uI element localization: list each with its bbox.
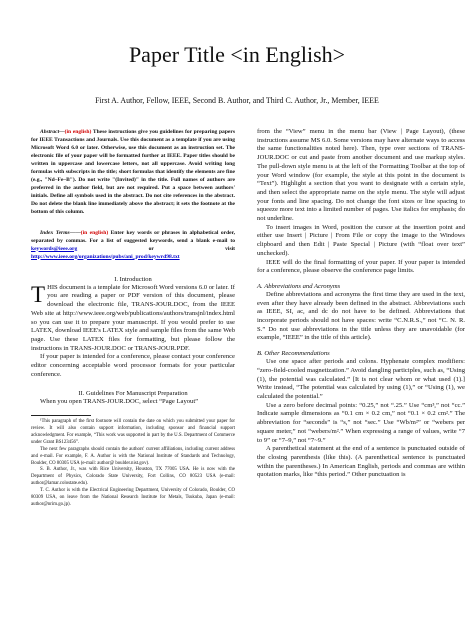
footnote-rule — [31, 415, 91, 416]
author-line: First A. Author, Fellow, IEEE, Second B. Author, and Third C. Author, Jr., Member, IEEE — [95, 96, 379, 105]
index-terms-text: Enter key words or phrases in alphabetical order, separated by commas. For a list of suggested keywords, send a blank e-mail to — [31, 229, 235, 244]
footnote-3: S. B. Author, Jr., was with Rice University, Houston, TX 77005 USA. He is now with the Department of Physics, Colorado State University, Fort Collins, CO 80523 USA (e-mail: author@lamar.colostate.edu). — [31, 467, 235, 487]
introduction-paragraph-2: If your paper is intended for a conference, please contact your conference editor concerning acceptable word processor formats for your particular conference. — [31, 353, 235, 378]
abstract — [31, 128, 235, 217]
guidelines-paragraph-1: When you open TRANS-JOUR.DOC, select “Page Layout” — [40, 398, 199, 406]
section-guidelines-heading: II. Guidelines For Manuscript Preparation — [78, 390, 188, 398]
abstract-label: Abstract — [40, 129, 60, 135]
final-formatting-paragraph: IEEE will do the final formatting of your paper. If your paper is intended for a conference, please observe the conference page limits. — [257, 258, 465, 275]
introduction-paragraph-1 — [31, 281, 235, 354]
recommendations-paragraph-2: Use a zero before decimal points: “0.25,” not “.25.” Use “cm³,” not “cc.” Indicate sample dimensions as “0.1 cm × 0.2 cm,” not “0.1 × 0.2 cm².” The abbreviation for “seconds” is “s,” not “sec.” Use “Wb/m²” or “webers per square meter,” not “webers/m².” When expressing a range of values, write “7 to 9” or “7–9,” not “7~9.” — [257, 401, 465, 444]
footnote-4: T. C. Author is with the Electrical Engineering Department, University of Colorado, Boulder, CO 80309 USA, on leave from the National Research Institute for Metals, Tsukuba, Japan (e-mail: author@nrim.go.jp). — [31, 488, 235, 508]
recommendations-paragraph-1: Use one space after periods and colons. Hyphenate complex modifiers: “zero-field-cooled magnetization.” Avoid dangling participles, such as, “Using (1), the potential was calculated.” [It is not clear whom or what used (1).] Write instead, “The potential was calculated by using (1),” or “Using (1), we calculated the potential.” — [257, 358, 465, 400]
footnote-1: ¹This paragraph of the first footnote will contain the date on which you submitted your paper for review. It will also contain support information, including sponsor and financial support acknowledgment. For example, “This work was supported in part by the U.S. Department of Commerce under Grant BS123456”. — [31, 419, 235, 445]
guidelines-paragraph-continued: from the “View” menu in the menu bar (View | Page Layout), (these instructions assume MS 6.0. Some versions may have alternate ways to access the same functionalities noted here). Then, type over sections of TRANS-JOUR.DOC or cut and paste from another document and use markup styles. The pull-down style menu is at the left of the Formatting Toolbar at the top of your Word window (for example, the style at this point in the document is “Text”). Highlight a section that you want to designate with a certain style, and then select the appropriate name on the style menu. The style will adjust your fonts and line spacing. Do not change the font sizes or line spacing to squeeze more text into a limited number of pages. Use italics for emphasis; do not underline. — [257, 128, 465, 223]
abbreviations-paragraph: Define abbreviations and acronyms the first time they are used in the text, even after they have already been defined in the abstract. Abbreviations such as IEEE, SI, ac, and dc do not have to be defined. Abbreviations that incorporate periods should not have spaces: write “C.N.R.S.,” not “C. N. R. S.” Do not use abbreviations in the title unless they are unavoidable (for example, “IEEE” in the title of this article). — [257, 290, 465, 342]
introduction-text-1: HIS document is a template for Microsoft Word versions 6.0 or later. If you are reading a paper or PDF version of this document, please download the electronic file, TRANS-JOUR.DOC, from the IEEE Web site at http://www.ieee.org/web/publications/authors/transjnl/index.html so you can use it to prepare your manuscript. If you would prefer to use LATEX, download IEEE's LATEX style and sample files from the same Web page. Use these LATEX files for formatting, but please follow the instructions in TRANS-JOUR.DOC or TRANS-JOUR.PDF. — [31, 283, 235, 352]
left-column — [31, 128, 235, 509]
index-terms-or: or visit — [77, 245, 235, 252]
section-introduction-heading: I. Introduction — [114, 275, 152, 283]
index-terms-label: Index Terms — [40, 229, 70, 236]
index-terms-separator: —— — [69, 229, 81, 236]
index-terms-language-note: (in english) — [80, 229, 109, 236]
insert-images-paragraph: To insert images in Word, position the cursor at the insertion point and either use Insert | Picture | From File or copy the image to the Windows clipboard and then Edit | Paste Special | Picture (with “float over text” unchecked). — [257, 223, 465, 257]
recommendations-paragraph-3: A parenthetical statement at the end of a sentence is punctuated outside of the closing parenthesis (like this). (A parenthetical sentence is punctuated within the parentheses.) In American English, periods and commas are within quotation marks, like “this period.” Other punctuation is — [257, 445, 465, 479]
subsection-abbreviations-heading: A. Abbreviations and Acronyms — [257, 282, 341, 290]
footnote-2: The next few paragraphs should contain the authors' current affiliations, including current address and e-mail. For example, F. A. Author is with the National Institute of Standards and Technology, Boulder, CO 80305 USA (e-mail: author@ boulder.nist.gov). — [31, 446, 235, 466]
subsection-recommendations-heading: B. Other Recommendations — [257, 350, 330, 358]
page-title: Paper Title <in English> — [128, 42, 346, 67]
drop-cap: T — [31, 281, 46, 307]
keywords-email-link[interactable]: keywords@ieee.org — [31, 245, 78, 252]
keywords-url-link[interactable]: http://www.ieee.org/organizations/pubs/ani_prod/keywrd98.txt — [31, 253, 180, 260]
abstract-text: These instructions give you guidelines for preparing papers for IEEE Transactions and Journals. Use this document as a template if you are using Microsoft Word 6.0 or later. Otherwise, use this document as an instruction set. The electronic file of your paper will be formatted further at IEEE. Paper titles should be written in uppercase and lowercase letters, not all uppercase. Avoid writing long formulas with subscripts in the title; short formulas that identify the elements are fine (e.g., "Nd–Fe–B"). Do not write "(Invited)" in the title. Full names of authors are preferred in the author field, but are not required. Put a space between authors' initials. Define all symbols used in the abstract. Do not cite references in the abstract. Do not delete the blank line immediately above the abstract; it sets the footnote at the bottom of this column. — [31, 129, 235, 216]
right-column — [257, 128, 465, 480]
abstract-language-note: (in english) — [64, 129, 92, 135]
abstract-separator: — — [59, 129, 65, 135]
index-terms — [31, 229, 235, 261]
